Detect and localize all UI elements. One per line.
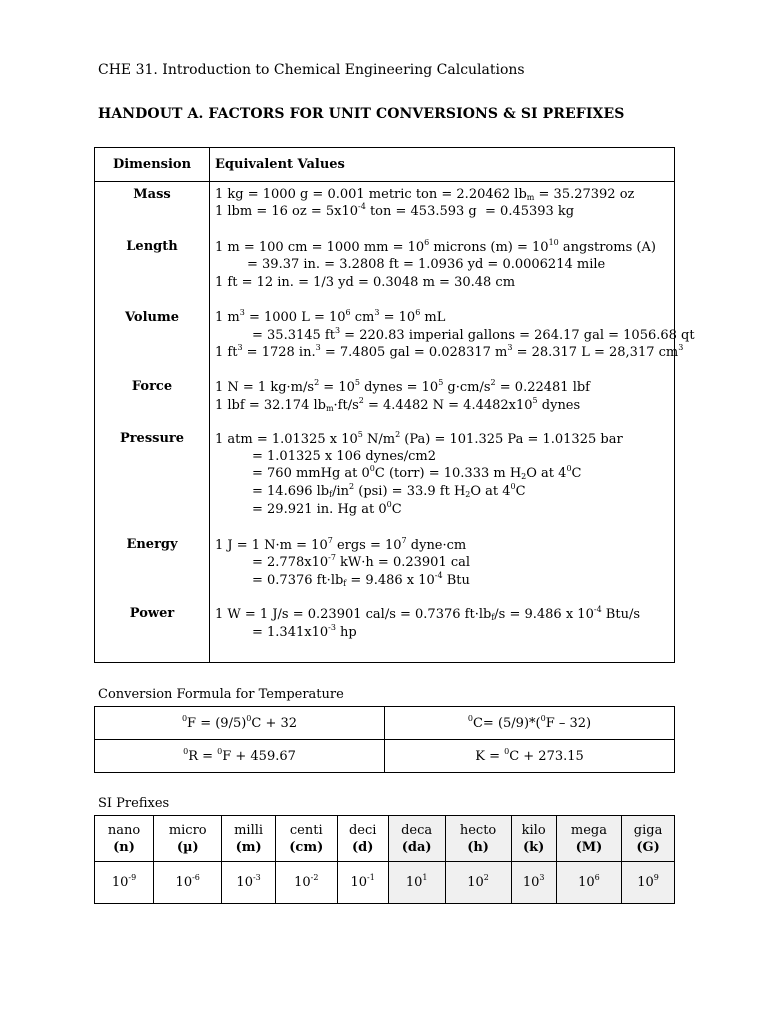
si-prefix-values-row xyxy=(95,862,675,904)
temperature-row xyxy=(95,707,675,740)
si-prefix-mega xyxy=(556,816,621,862)
si-prefix-value-deci: $10^{-1}$ xyxy=(337,862,388,904)
conversion-header-row xyxy=(95,148,675,182)
si-prefix-name: nano xyxy=(107,822,141,838)
mass-line-2: 1 lbm = 16 oz = $5x10^{-4}$ ton = 453.593 g = 0.45393 kg xyxy=(215,202,575,219)
dimension-length: Length xyxy=(126,239,178,254)
energy-line-1: 1 J = 1 $N\cdot m = 10^7$ ergs = $10^7$ dyne·cm xyxy=(215,536,467,553)
si-prefix-symbol: (k) xyxy=(522,839,545,855)
si-prefix-value-deca: $10^1$ xyxy=(388,862,445,904)
si-prefix-symbol: (h) xyxy=(467,839,489,855)
si-prefix-names-row xyxy=(95,816,675,862)
equivalent-values-column xyxy=(210,182,695,663)
si-prefix-value-mega: $10^6$ xyxy=(556,862,621,904)
si-prefix-name: giga xyxy=(633,822,663,838)
power-line-1: 1 W = 1 J/s = 0.23901 cal/s = 0.7376 $ft\cdot lb_f/s = 9.486$ x $10^{-4}$ Btu/s xyxy=(215,605,640,622)
length-line-3: 1 ft = 12 in. = 1/3 yd = 0.3048 m = 30.48 cm xyxy=(215,275,516,290)
pressure-line-3: = 760 mmHg at $0^0C$ (torr) = 10.333 m $H_2O$ at $4^0C$ xyxy=(252,464,582,481)
si-prefix-symbol: (G) xyxy=(636,839,660,855)
kelvin-formula: K = $^0$C + 273.15 xyxy=(385,740,675,773)
volume-line-1: 1 $m^3 = 1000$ $L = 10^6$ $cm^3 = 10^6$ mL xyxy=(215,308,446,325)
si-prefix-value-nano: $10^{-9}$ xyxy=(95,862,154,904)
si-prefix-deci xyxy=(337,816,388,862)
dimension-column xyxy=(95,182,210,663)
si-prefix-symbol: (µ) xyxy=(176,839,199,855)
si-prefix-symbol: (M) xyxy=(575,839,603,855)
si-prefix-micro xyxy=(154,816,222,862)
pressure-line-5: = 29.921 in. Hg at $0^0C$ xyxy=(252,500,402,517)
pressure-line-4: = 14.696 $lb_f/in^2$ (psi) = 33.9 ft $H_2O$ at $4^0C$ xyxy=(252,482,526,499)
si-prefixes-table xyxy=(94,815,675,904)
si-prefix-value-milli: $10^{-3}$ xyxy=(222,862,275,904)
si-prefix-name: centi xyxy=(289,822,323,838)
si-prefix-name: micro xyxy=(168,822,207,838)
course-title: CHE 31. Introduction to Chemical Engineering Calculations xyxy=(98,62,525,78)
si-prefix-value-giga: $10^9$ xyxy=(622,862,675,904)
conversion-body-row xyxy=(95,182,675,663)
si-prefix-nano xyxy=(95,816,154,862)
si-prefix-name: mega xyxy=(570,822,607,838)
dimension-pressure: Pressure xyxy=(119,431,185,446)
pressure-line-2: = 1.01325 x 106 dynes/cm2 xyxy=(252,449,436,464)
dimension-volume: Volume xyxy=(125,310,179,325)
dimension-power: Power xyxy=(129,606,175,621)
si-prefix-kilo xyxy=(511,816,556,862)
temperature-caption: Conversion Formula for Temperature xyxy=(98,687,344,702)
length-line-2: = 39.37 in. = 3.2808 ft = 1.0936 yd = 0.0006214 mile xyxy=(247,257,606,272)
energy-line-3: = 0.7376 $ft\cdot lb_f = 9.486$ x $10^{-4}$ Btu xyxy=(252,571,470,588)
handout-title: HANDOUT A. FACTORS FOR UNIT CONVERSIONS & SI PREFIXES xyxy=(98,106,625,122)
dimension-force: Force xyxy=(131,379,173,394)
si-prefixes-caption: SI Prefixes xyxy=(98,796,170,811)
energy-line-2: = $2.778x10^{-7}$ kW·h = 0.23901 cal xyxy=(252,553,471,570)
si-prefix-value-centi: $10^{-2}$ xyxy=(275,862,337,904)
equivalent-values-header: Equivalent Values xyxy=(210,148,675,182)
pressure-line-1: 1 atm = 1.01325 x $10^5$ $N/m^2$ (Pa) = 101.325 Pa = 1.01325 bar xyxy=(215,430,623,447)
volume-line-2: = 35.3145 $ft^3 = 220.83$ imperial gallons = 264.17 gal = 1056.68 qt xyxy=(252,326,695,343)
unit-conversion-table xyxy=(94,147,695,663)
si-prefix-symbol: (cm) xyxy=(289,839,324,855)
dimension-energy: Energy xyxy=(126,537,178,552)
volume-line-3: 1 $ft^3 = 1728$ in.$^3$ = 7.4805 gal = 0.028317 $m^3 = 28.317$ L = 28,317 $cm^3$ xyxy=(215,343,684,360)
si-prefix-name: hecto xyxy=(459,822,497,838)
si-prefix-name: deci xyxy=(348,822,377,838)
si-prefix-name: deca xyxy=(401,822,433,838)
si-prefix-deca xyxy=(388,816,445,862)
length-line-1: 1 m = 100 cm = 1000 mm = $10^6$ microns $(m) = 10^{10}$ angstroms (A) xyxy=(215,238,656,255)
si-prefix-centi xyxy=(275,816,337,862)
temperature-formula-table xyxy=(94,706,675,773)
dimension-header: Dimension xyxy=(95,148,210,182)
si-prefix-value-kilo: $10^3$ xyxy=(511,862,556,904)
si-prefix-symbol: (d) xyxy=(351,839,374,855)
power-line-2: = $1.341x10^{-3}$ hp xyxy=(252,623,357,640)
si-prefix-name: milli xyxy=(234,822,264,838)
force-line-2: 1 lbf = 32.174 $lb_m\cdot ft/s^2 = 4.4482$ $N = 4.4482x10^5$ dynes xyxy=(215,396,581,413)
fahrenheit-formula: $^0F = (9/5)^0C + 32$ xyxy=(95,707,385,740)
si-prefix-name: kilo xyxy=(521,822,546,838)
si-prefix-symbol: (m) xyxy=(235,839,262,855)
si-prefix-giga xyxy=(622,816,675,862)
si-prefix-value-micro: $10^{-6}$ xyxy=(154,862,222,904)
temperature-row xyxy=(95,740,675,773)
si-prefix-symbol: (n) xyxy=(113,839,135,855)
dimension-mass: Mass xyxy=(133,187,171,202)
force-line-1: 1 N = 1 $kg\cdot m/s^2 = 10^5$ dynes = $10^5$ $g\cdot cm/s^2 = 0.22481$ lbf xyxy=(215,378,590,395)
mass-line-1: 1 kg = 1000 g = 0.001 metric ton = 2.20462 $lb_m = 35.27392$ oz xyxy=(215,187,635,202)
si-prefix-symbol: (da) xyxy=(401,839,432,855)
celsius-formula: $^0$C= (5/9)*($^0$F – 32) xyxy=(385,707,675,740)
si-prefix-milli xyxy=(222,816,275,862)
si-prefix-value-hecto: $10^2$ xyxy=(445,862,511,904)
rankine-formula: $^0$R = $^0$F + 459.67 xyxy=(95,740,385,773)
si-prefix-hecto xyxy=(445,816,511,862)
